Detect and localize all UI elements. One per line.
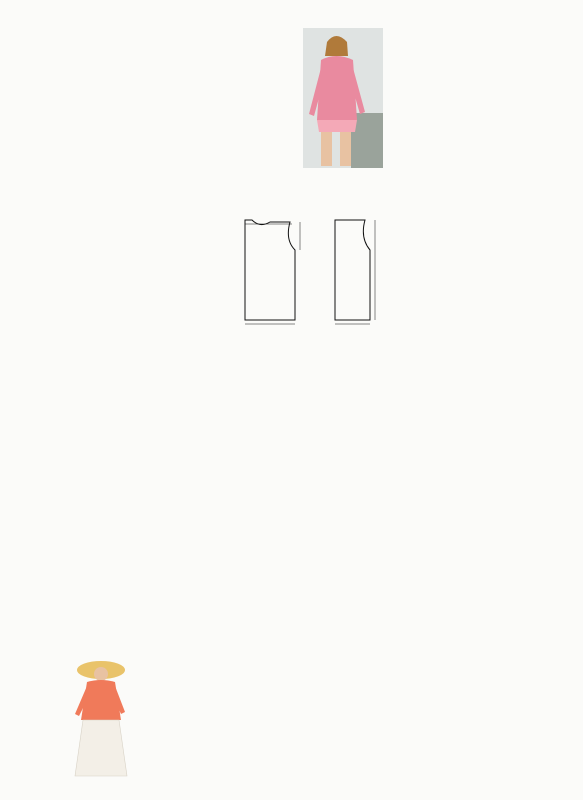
garment-pattern-drawing [230,210,390,330]
sx14b-stitch-chart [210,738,380,778]
sx14a-stitch-chart [227,535,357,735]
schema3-edging-diagram [20,415,80,745]
model-photo [303,28,383,168]
sx14-stitch-chart [395,30,545,790]
